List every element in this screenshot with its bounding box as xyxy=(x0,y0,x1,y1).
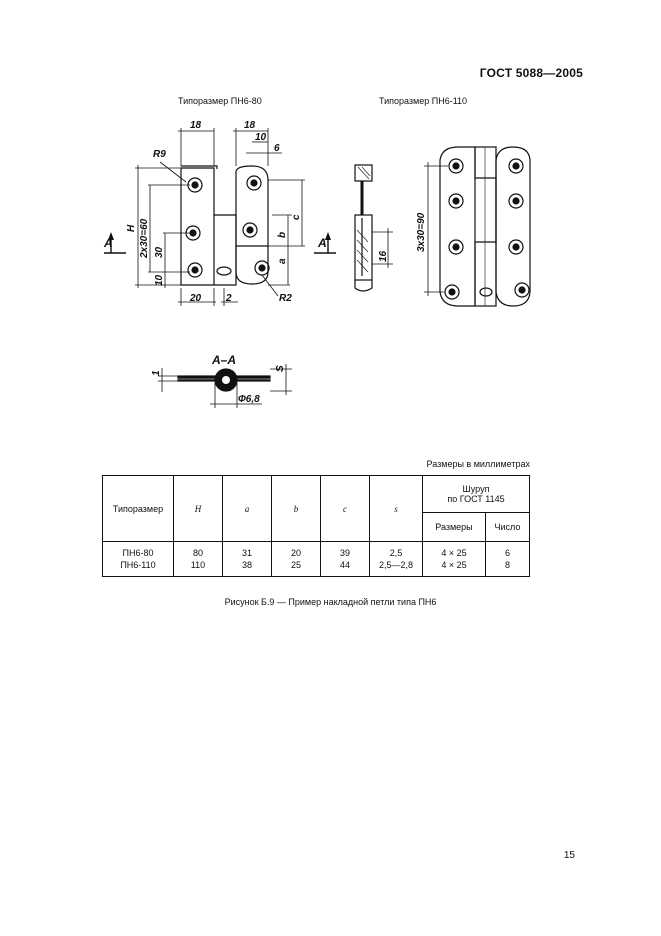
dim-18-left: 18 xyxy=(190,120,202,131)
header-s: s xyxy=(370,476,423,542)
dim-2: 2 xyxy=(226,293,232,304)
header-b: b xyxy=(272,476,321,542)
screw-holes-left xyxy=(186,176,269,277)
cell-type: ПН6-80 ПН6-110 xyxy=(103,542,174,577)
header-count: Число xyxy=(485,513,529,542)
dim-s: S xyxy=(275,365,286,372)
dim-diameter: Ф6,8 xyxy=(238,394,260,405)
dim-r9: R9 xyxy=(153,149,166,160)
header-sizes: Размеры xyxy=(423,513,486,542)
section-mark-right: А xyxy=(318,236,327,250)
dim-pitch-left: 2х30=60 xyxy=(139,218,150,258)
dimensions-table xyxy=(102,475,530,577)
dim-16: 16 xyxy=(378,250,389,262)
cell-c: 39 44 xyxy=(321,542,370,577)
dim-30: 30 xyxy=(154,246,165,258)
header-a: a xyxy=(223,476,272,542)
dim-thickness: 1 xyxy=(151,370,162,376)
dim-c: c xyxy=(291,214,302,220)
figure-caption: Рисунок Б.9 — Пример накладной петли типа ПН6 xyxy=(224,597,437,607)
page-number: 15 xyxy=(563,850,575,861)
screw-holes-right xyxy=(445,159,529,299)
cell-a: 31 38 xyxy=(223,542,272,577)
dim-H: H xyxy=(126,224,137,232)
header-screw-label: Шуруп xyxy=(462,484,490,494)
dim-10: 10 xyxy=(255,132,267,143)
dim-r2: R2 xyxy=(279,293,292,304)
drawing-caption-pn6-110: Типоразмер ПН6-110 xyxy=(379,96,468,106)
cell-sizes: 4 × 25 4 × 25 xyxy=(423,542,486,577)
cell-count: 6 8 xyxy=(485,542,529,577)
dim-b: b xyxy=(277,231,288,238)
standard-number: ГОСТ 5088—2005 xyxy=(479,66,583,80)
section-a-a xyxy=(158,364,292,408)
header-c: c xyxy=(321,476,370,542)
header-screw-standard: по ГОСТ 1145 xyxy=(447,494,505,504)
dim-20: 20 xyxy=(190,293,202,304)
cell-H: 80 110 xyxy=(174,542,223,577)
header-type: Типоразмер xyxy=(103,476,174,542)
cell-b: 20 25 xyxy=(272,542,321,577)
dim-pitch-right: 3х30=90 xyxy=(416,212,427,252)
dim-6: 6 xyxy=(274,143,280,154)
section-title: А–А xyxy=(212,353,237,367)
section-mark-left: А xyxy=(104,236,113,250)
hinge-right-view xyxy=(424,147,530,306)
hinge-technical-drawing xyxy=(0,0,661,430)
dim-10-vertical: 10 xyxy=(154,274,165,286)
drawing-caption-pn6-80: Типоразмер ПН6-80 xyxy=(178,96,262,106)
header-H: H xyxy=(174,476,223,542)
dim-a: a xyxy=(277,258,288,264)
dim-18-right: 18 xyxy=(244,120,256,131)
header-screw-group xyxy=(423,476,530,513)
cell-s: 2,5 2,5—2,8 xyxy=(370,542,423,577)
units-note: Размеры в миллиметрах xyxy=(426,459,530,469)
hinge-side-view xyxy=(355,165,393,291)
